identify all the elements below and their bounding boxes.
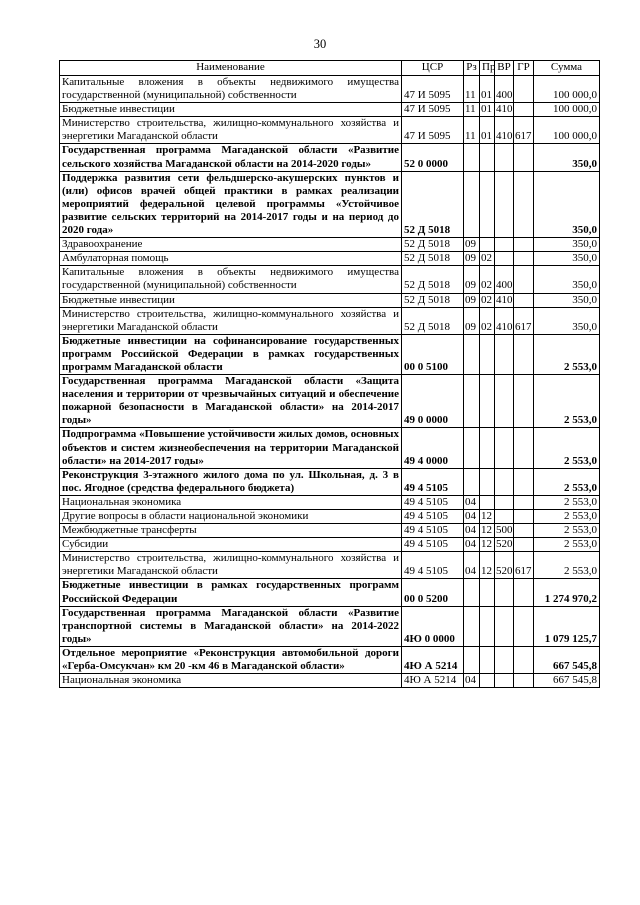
cell-name: Капитальные вложения в объекты недвижимого имущества государственной (муниципальной) собственности bbox=[60, 76, 402, 103]
cell-sum: 2 553,0 bbox=[534, 334, 600, 374]
cell-pr: 12 bbox=[480, 524, 495, 538]
table-row bbox=[60, 606, 600, 646]
cell-name: Капитальные вложения в объекты недвижимого имущества государственной (муниципальной) собственности bbox=[60, 266, 402, 293]
cell-gr bbox=[514, 266, 534, 293]
cell-csr: 4Ю 0 0000 bbox=[402, 606, 464, 646]
cell-csr: 49 4 5105 bbox=[402, 524, 464, 538]
cell-sum: 100 000,0 bbox=[534, 103, 600, 117]
cell-gr bbox=[514, 375, 534, 428]
cell-name: Государственная программа Магаданской области «Развитие сельского хозяйства Магаданской области на 2014-2020 годы» bbox=[60, 144, 402, 171]
cell-gr bbox=[514, 674, 534, 688]
cell-vr bbox=[495, 495, 514, 509]
cell-sum: 667 545,8 bbox=[534, 646, 600, 673]
cell-csr: 47 И 5095 bbox=[402, 103, 464, 117]
cell-gr bbox=[514, 144, 534, 171]
cell-gr bbox=[514, 238, 534, 252]
cell-sum: 100 000,0 bbox=[534, 76, 600, 103]
cell-pr bbox=[480, 171, 495, 237]
cell-pr: 02 bbox=[480, 266, 495, 293]
cell-pr bbox=[480, 428, 495, 468]
cell-pr: 01 bbox=[480, 76, 495, 103]
cell-vr bbox=[495, 144, 514, 171]
cell-pr bbox=[480, 375, 495, 428]
cell-name: Министерство строительства, жилищно-коммунального хозяйства и энергетики Магаданской области bbox=[60, 552, 402, 579]
cell-vr: 410 bbox=[495, 307, 514, 334]
cell-rz: 09 bbox=[464, 307, 480, 334]
cell-rz bbox=[464, 606, 480, 646]
table-row bbox=[60, 674, 600, 688]
cell-vr bbox=[495, 252, 514, 266]
cell-rz: 09 bbox=[464, 238, 480, 252]
cell-sum: 2 553,0 bbox=[534, 375, 600, 428]
table-header-row bbox=[60, 61, 600, 76]
cell-sum: 2 553,0 bbox=[534, 495, 600, 509]
cell-vr: 410 bbox=[495, 117, 514, 144]
table-row bbox=[60, 468, 600, 495]
cell-vr bbox=[495, 428, 514, 468]
cell-sum: 1 274 970,2 bbox=[534, 579, 600, 606]
cell-vr bbox=[495, 238, 514, 252]
cell-rz: 11 bbox=[464, 117, 480, 144]
table-row bbox=[60, 144, 600, 171]
cell-sum: 350,0 bbox=[534, 144, 600, 171]
cell-gr bbox=[514, 538, 534, 552]
cell-pr: 02 bbox=[480, 252, 495, 266]
cell-name: Государственная программа Магаданской области «Защита населения и территории от чрезвычайных ситуаций и обеспечение пожарной безопасности в Магаданской области» на 2014-2017 годы» bbox=[60, 375, 402, 428]
cell-gr bbox=[514, 171, 534, 237]
cell-name: Амбулаторная помощь bbox=[60, 252, 402, 266]
cell-gr bbox=[514, 103, 534, 117]
table-row bbox=[60, 552, 600, 579]
cell-vr bbox=[495, 334, 514, 374]
cell-rz bbox=[464, 144, 480, 171]
cell-pr: 12 bbox=[480, 510, 495, 524]
budget-table bbox=[59, 60, 600, 688]
cell-rz: 04 bbox=[464, 674, 480, 688]
cell-rz: 09 bbox=[464, 252, 480, 266]
cell-rz bbox=[464, 334, 480, 374]
cell-name: Государственная программа Магаданской области «Развитие транспортной системы в Магаданской области» на 2014-2022 годы» bbox=[60, 606, 402, 646]
cell-rz: 09 bbox=[464, 293, 480, 307]
cell-gr bbox=[514, 76, 534, 103]
table-row bbox=[60, 293, 600, 307]
cell-name: Отдельное мероприятие «Реконструкция автомобильной дороги «Герба-Омсукчан» км 20 -км 46 в Магаданской области» bbox=[60, 646, 402, 673]
cell-gr bbox=[514, 468, 534, 495]
cell-sum: 667 545,8 bbox=[534, 674, 600, 688]
cell-rz bbox=[464, 646, 480, 673]
cell-pr bbox=[480, 495, 495, 509]
cell-gr bbox=[514, 579, 534, 606]
cell-name: Подпрограмма «Повышение устойчивости жилых домов, основных объектов и систем жизнеобеспечения на территории Магаданской области» на 2014-2017 годы» bbox=[60, 428, 402, 468]
cell-sum: 100 000,0 bbox=[534, 117, 600, 144]
cell-name: Бюджетные инвестиции bbox=[60, 293, 402, 307]
cell-csr: 00 0 5200 bbox=[402, 579, 464, 606]
cell-gr bbox=[514, 252, 534, 266]
cell-csr: 49 4 0000 bbox=[402, 428, 464, 468]
cell-rz bbox=[464, 468, 480, 495]
cell-sum: 350,0 bbox=[534, 307, 600, 334]
cell-pr: 02 bbox=[480, 293, 495, 307]
header-pr: Пр bbox=[480, 61, 495, 76]
cell-vr bbox=[495, 606, 514, 646]
table-row bbox=[60, 103, 600, 117]
cell-pr bbox=[480, 144, 495, 171]
cell-gr bbox=[514, 334, 534, 374]
cell-csr: 4Ю А 5214 bbox=[402, 674, 464, 688]
table-body bbox=[60, 76, 600, 688]
table-row bbox=[60, 579, 600, 606]
cell-pr: 12 bbox=[480, 538, 495, 552]
cell-sum: 350,0 bbox=[534, 252, 600, 266]
cell-rz: 09 bbox=[464, 266, 480, 293]
cell-vr: 520 bbox=[495, 552, 514, 579]
cell-name: Межбюджетные трансферты bbox=[60, 524, 402, 538]
table-row bbox=[60, 76, 600, 103]
cell-csr: 52 Д 5018 bbox=[402, 266, 464, 293]
table-row bbox=[60, 117, 600, 144]
cell-rz bbox=[464, 375, 480, 428]
cell-csr: 52 Д 5018 bbox=[402, 238, 464, 252]
header-gr: ГР bbox=[514, 61, 534, 76]
cell-name: Национальная экономика bbox=[60, 495, 402, 509]
cell-vr: 520 bbox=[496, 538, 513, 551]
cell-gr bbox=[514, 495, 534, 509]
cell-vr bbox=[495, 579, 514, 606]
table-row bbox=[60, 524, 600, 538]
cell-sum: 2 553,0 bbox=[534, 552, 600, 579]
cell-pr bbox=[480, 606, 495, 646]
cell-csr: 52 Д 5018 bbox=[402, 171, 464, 237]
table-row bbox=[60, 510, 600, 524]
cell-rz: 04 bbox=[464, 495, 480, 509]
cell-pr bbox=[480, 646, 495, 673]
cell-csr: 49 4 5105 bbox=[402, 538, 464, 552]
cell-rz: 11 bbox=[464, 76, 480, 103]
cell-sum: 350,0 bbox=[534, 238, 600, 252]
cell-sum: 350,0 bbox=[534, 266, 600, 293]
cell-vr bbox=[495, 674, 514, 688]
cell-csr: 47 И 5095 bbox=[402, 117, 464, 144]
cell-rz: 04 bbox=[464, 524, 480, 538]
cell-vr: 410 bbox=[496, 293, 513, 306]
cell-gr bbox=[514, 428, 534, 468]
cell-pr bbox=[480, 468, 495, 495]
table-row bbox=[60, 238, 600, 252]
cell-vr: 410 bbox=[496, 103, 513, 116]
cell-vr bbox=[495, 646, 514, 673]
header-rz: Рз bbox=[464, 61, 480, 76]
table-row bbox=[60, 375, 600, 428]
cell-rz: 04 bbox=[464, 510, 480, 524]
cell-name: Министерство строительства, жилищно-коммунального хозяйства и энергетики Магаданской области bbox=[60, 117, 402, 144]
cell-name: Бюджетные инвестиции в рамках государственных программ Российской Федерации bbox=[60, 579, 402, 606]
cell-name: Министерство строительства, жилищно-коммунального хозяйства и энергетики Магаданской области bbox=[60, 307, 402, 334]
header-name: Наименование bbox=[60, 61, 402, 76]
cell-name: Реконструкция 3-этажного жилого дома по ул. Школьная, д. 3 в пос. Ягодное (средства федерального бюджета) bbox=[60, 468, 402, 495]
cell-vr bbox=[495, 510, 514, 524]
cell-rz: 11 bbox=[464, 103, 480, 117]
cell-gr: 617 bbox=[514, 117, 534, 144]
cell-pr bbox=[480, 579, 495, 606]
cell-name: Другие вопросы в области национальной экономики bbox=[60, 510, 402, 524]
cell-gr bbox=[514, 646, 534, 673]
cell-vr bbox=[495, 375, 514, 428]
cell-gr: 617 bbox=[514, 552, 534, 579]
cell-pr: 12 bbox=[480, 552, 495, 579]
cell-rz bbox=[464, 579, 480, 606]
table-row bbox=[60, 495, 600, 509]
cell-sum: 2 553,0 bbox=[534, 538, 600, 552]
cell-pr bbox=[480, 238, 495, 252]
cell-name: Национальная экономика bbox=[60, 674, 402, 688]
cell-csr: 00 0 5100 bbox=[402, 334, 464, 374]
cell-name: Бюджетные инвестиции на софинансирование государственных программ Российской Федерации в рамках государственных программ Магаданской области bbox=[60, 334, 402, 374]
table-row bbox=[60, 646, 600, 673]
page-number: 30 bbox=[313, 37, 327, 51]
table-row bbox=[60, 538, 600, 552]
cell-csr: 49 0 0000 bbox=[402, 375, 464, 428]
header-csr: ЦСР bbox=[402, 61, 464, 76]
table-row bbox=[60, 252, 600, 266]
cell-gr: 617 bbox=[514, 307, 534, 334]
table-row bbox=[60, 307, 600, 334]
cell-csr: 49 4 5105 bbox=[402, 495, 464, 509]
cell-gr bbox=[514, 293, 534, 307]
cell-vr: 500 bbox=[496, 524, 513, 537]
cell-vr bbox=[495, 171, 514, 237]
header-sum: Сумма bbox=[534, 61, 600, 76]
cell-sum: 2 553,0 bbox=[534, 428, 600, 468]
cell-gr bbox=[514, 510, 534, 524]
cell-csr: 52 Д 5018 bbox=[402, 293, 464, 307]
cell-sum: 350,0 bbox=[534, 293, 600, 307]
cell-csr: 47 И 5095 bbox=[402, 76, 464, 103]
cell-vr bbox=[495, 468, 514, 495]
cell-name: Субсидии bbox=[60, 538, 402, 552]
cell-csr: 52 0 0000 bbox=[402, 144, 464, 171]
cell-pr: 01 bbox=[480, 103, 495, 117]
cell-name: Поддержка развития сети фельдшерско-акушерских пунктов и (или) офисов врачей общей практики в рамках реализации мероприятий федеральной целевой программы «Устойчивое развитие сельских территорий на 2014-2017 годы и на период до 2020 года» bbox=[60, 171, 402, 237]
cell-csr: 52 Д 5018 bbox=[402, 307, 464, 334]
cell-pr bbox=[480, 334, 495, 374]
cell-pr: 02 bbox=[480, 307, 495, 334]
cell-sum: 2 553,0 bbox=[534, 468, 600, 495]
table-row bbox=[60, 334, 600, 374]
header-vr: ВР bbox=[495, 61, 514, 76]
cell-vr: 400 bbox=[495, 266, 514, 293]
cell-name: Здравоохранение bbox=[60, 238, 402, 252]
cell-rz bbox=[464, 428, 480, 468]
cell-sum: 2 553,0 bbox=[534, 510, 600, 524]
cell-pr bbox=[480, 674, 495, 688]
cell-rz: 04 bbox=[464, 538, 480, 552]
table-row bbox=[60, 266, 600, 293]
cell-csr: 52 Д 5018 bbox=[402, 252, 464, 266]
cell-gr bbox=[514, 524, 534, 538]
table-row bbox=[60, 171, 600, 237]
cell-csr: 49 4 5105 bbox=[402, 468, 464, 495]
cell-name: Бюджетные инвестиции bbox=[60, 103, 402, 117]
cell-csr: 4Ю А 5214 bbox=[402, 646, 464, 673]
cell-csr: 49 4 5105 bbox=[402, 552, 464, 579]
cell-sum: 1 079 125,7 bbox=[534, 606, 600, 646]
cell-sum: 350,0 bbox=[534, 171, 600, 237]
table-row bbox=[60, 428, 600, 468]
cell-rz: 04 bbox=[464, 552, 480, 579]
cell-csr: 49 4 5105 bbox=[402, 510, 464, 524]
cell-vr: 400 bbox=[495, 76, 514, 103]
cell-rz bbox=[464, 171, 480, 237]
cell-pr: 01 bbox=[480, 117, 495, 144]
cell-gr bbox=[514, 606, 534, 646]
cell-sum: 2 553,0 bbox=[534, 524, 600, 538]
